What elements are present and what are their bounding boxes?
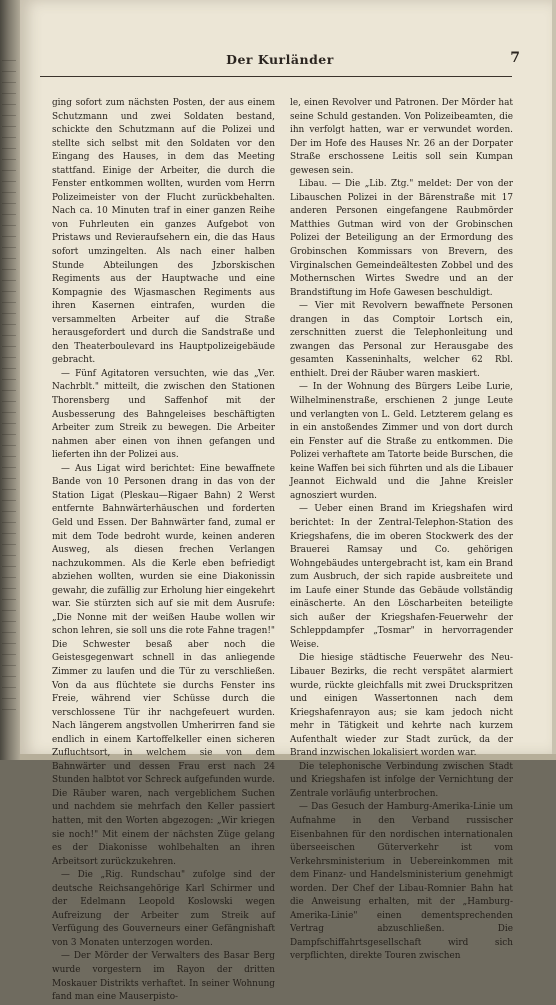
paragraph: Libau. — Die „Lib. Ztg." meldet: Der von der Libauschen Polizei in der Bärenstraße mit 17 anderen Personen eingefangene Raubmörder Matthies Gutman wird von der Grobinschen Polizei der Beteiligung an der Ermordung des Grobinschen Kommissars von Brevern, des Virginalschen Gemeindeältesten Zobbel und des Mothernschen Wirtes Swedre und an der Brandstiftung im Hofe Gawesen beschuldigt. — [290, 179, 513, 298]
page-number: 7 — [510, 50, 520, 66]
running-title: Der Kurländer — [226, 52, 334, 67]
paragraph: Die hiesige städtische Feuerwehr des Neu-Libauer Bezirks, die recht verspätet alarmiert wurde, rückte gleichfalls mit zwei Druckspritzen und einigen Wassertonnen nach dem Kriegshafenrayon aus; sie kam jedoch nicht mehr in Tätigkeit und kehrte nach kurzem Aufenthalt wieder zur Stadt zurück, da der Brand inzwischen lokalisiert worden war. — [290, 653, 513, 759]
paragraph: — Das Gesuch der Hamburg-Amerika-Linie um Aufnahme in den Verband russischer Eisenbahnen für den nordischen internationalen überseeischen Güterverkehr ist vom Verkehrsministerium in Uebereinkommen mit dem Finanz- und Handelsministerium genehmigt worden. Der Chef der Libau-Romnier Bahn hat die Anweisung erhalten, mit der „Hamburg-Amerika-Linie" einen dementsprechenden Vertrag abzuschließen. Die Dampfschiffahrtsgesellschaft wird sich verpflichten, direkte Touren zwischen — [290, 802, 513, 962]
page-right-edge — [552, 0, 556, 760]
paragraph: — Aus Ligat wird berichtet: Eine bewaffnete Bande von 10 Personen drang in das von der Station Ligat (Pleskau—Rigaer Bahn) 2 Werst entfernte Bahnwärterhäuschen und forderten Geld und Essen. Der Bahnwärter fand, zumal er mit dem Tode bedroht wurde, keinen anderen Ausweg, als diesen frechen Verlangen nachzukommen. Als die Kerle eben befriedigt abziehen wollten, wurden sie eine Diakonissin gewahr, die zufällig zur Erholung hier eingekehrt war. Sie stürzten sich auf sie mit dem Ausrufe: „Die Nonne mit der weißen Haube wollen wir schon lehren, sie soll uns die rote Fahne tragen!" Die Schwester besaß aber noch die Geistesgegenwart schnell in das anliegende Zimmer zu laufen und die Tür zu verschließen. Von da aus flüchtete sie durchs Fenster ins Freie, während vier Schüsse durch die verschlossene Tür ihr nachgefeuert wurden. Nach längerem angstvollen Umherirren fand sie endlich in einem Kartoffelkeller einen sicheren Zufluchtsort, in welchem sie von dem Bahnwärter und dessen Frau erst nach 24 Stunden halbtot vor Schreck aufgefunden wurde. Die Räuber waren, nach vergeblichem Suchen und nachdem sie mehrfach den Keller passiert hatten, mit den Worten abgezogen: „Wir kriegen sie noch!" Mit einem der nächsten Züge gelang es der Diakonisse wohlbehalten an ihren Arbeitsort zurückzukehren. — [52, 463, 275, 867]
right-column — [290, 97, 513, 962]
adjacent-page-text-strip — [2, 60, 16, 720]
paragraph: — Ueber einen Brand im Kriegshafen wird berichtet: In der Zentral-Telephon-Station des Kriegshafens, die im oberen Stockwerk des der Brauerei Ramsay und Co. gehörigen Wohngebäudes untergebracht ist, kam ein Brand zum Ausbruch, der sich rapide ausbreitete und im Laufe einer Stunde das Gebäude vollständig einäscherte. An den Löscharbeiten beteiligte sich außer der Kriegshafen-Feuerwehr der Schleppdampfer „Tosmar" in hervorragender Weise. — [290, 504, 513, 650]
paragraph: — Der Mörder der Verwalters des Basar Berg wurde vorgestern im Rayon der dritten Moskauer Distrikts verhaftet. In seiner Wohnung fand man eine Mauserpisto- — [52, 951, 275, 1003]
paragraph: le, einen Revolver und Patronen. Der Mörder hat seine Schuld gestanden. Von Polizeibeamten, die ihn verfolgt hatten, war er verwundet worden. Der im Hofe des Hauses Nr. 26 an der Dorpater Straße erschossene Leitis soll sein Kumpan gewesen sein. — [290, 98, 513, 176]
header-rule — [40, 76, 512, 77]
paragraph: ging sofort zum nächsten Posten, der aus einem Schutzmann und zwei Soldaten bestand, schickte den Schutzmann auf die Polizei und stellte sich selbst mit den Soldaten vor den Eingang des Hauses, in dem das Meeting stattfand. Einige der Arbeiter, die durch die Fenster entkommen wollten, wurden vom Herrn Polizeimeister von der Flucht zurückbehalten. Nach ca. 10 Minuten traf in einer ganzen Reihe von Fuhrleuten ein ganzes Aufgebot von Pristaws und Revieraufsehern ein, die das Haus sofort umzingelten. Als nach einer halben Stunde Abteilungen des Jzborskischen Regiments aus der Hauptwache und eine Kompagnie des Wjasmaschen Regiments aus ihren Kasernen eintrafen, wurden die versammelten Arbeiter auf die Straße herausgefordert und durch die Sandstraße und den Theaterboulevard ins Hauptpolizeigebäude gebracht. — [52, 98, 275, 366]
paragraph: Die telephonische Verbindung zwischen Stadt und Kriegshafen ist infolge der Vernichtung der Zentrale vorläufig unterbrochen. — [290, 761, 513, 799]
book-binding — [0, 0, 22, 760]
paragraph: — Fünf Agitatoren versuchten, wie das „Ver. Nachrblt." mitteilt, die zwischen den Stationen Thorensberg und Saffenhof mit der Ausbesserung des Bahngeleises beschäftigten Arbeiter zum Streik zu bewegen. Die Arbeiter nahmen aber einen von ihnen gefangen und lieferten ihn der Polizei aus. — [52, 368, 275, 461]
page-header — [40, 52, 520, 74]
paragraph: — Vier mit Revolvern bewaffnete Personen drangen in das Comptoir Lortsch ein, zerschnitten zuerst die Telephonleitung und zwangen das Personal zur Herausgabe des gesamten Kasseninhalts, welcher 62 Rbl. enthielt. Drei der Räuber waren maskiert. — [290, 301, 513, 379]
paragraph: — In der Wohnung des Bürgers Leibe Lurie, Wilhelminenstraße, erschienen 2 junge Leute und verlangten von L. Geld. Letzterem gelang es in ein anstoßendes Zimmer und von dort durch ein Fenster auf die Straße zu entkommen. Die Polizei verhaftete am Tatorte beide Burschen, die keine Waffen bei sich führten und als die Libauer Jeannot Eichwald und die Jahne Kreisler agnosziert wurden. — [290, 382, 513, 501]
paragraph: — Die „Rig. Rundschau" zufolge sind der deutsche Reichsangehörige Karl Schirmer und der Edelmann Leopold Koslowski wegen Aufreizung der Arbeiter zum Streik auf Verfügung des Gouverneurs einer Gefängnishaft von 3 Monaten unterzogen worden. — [52, 870, 275, 948]
left-column — [52, 97, 275, 1003]
